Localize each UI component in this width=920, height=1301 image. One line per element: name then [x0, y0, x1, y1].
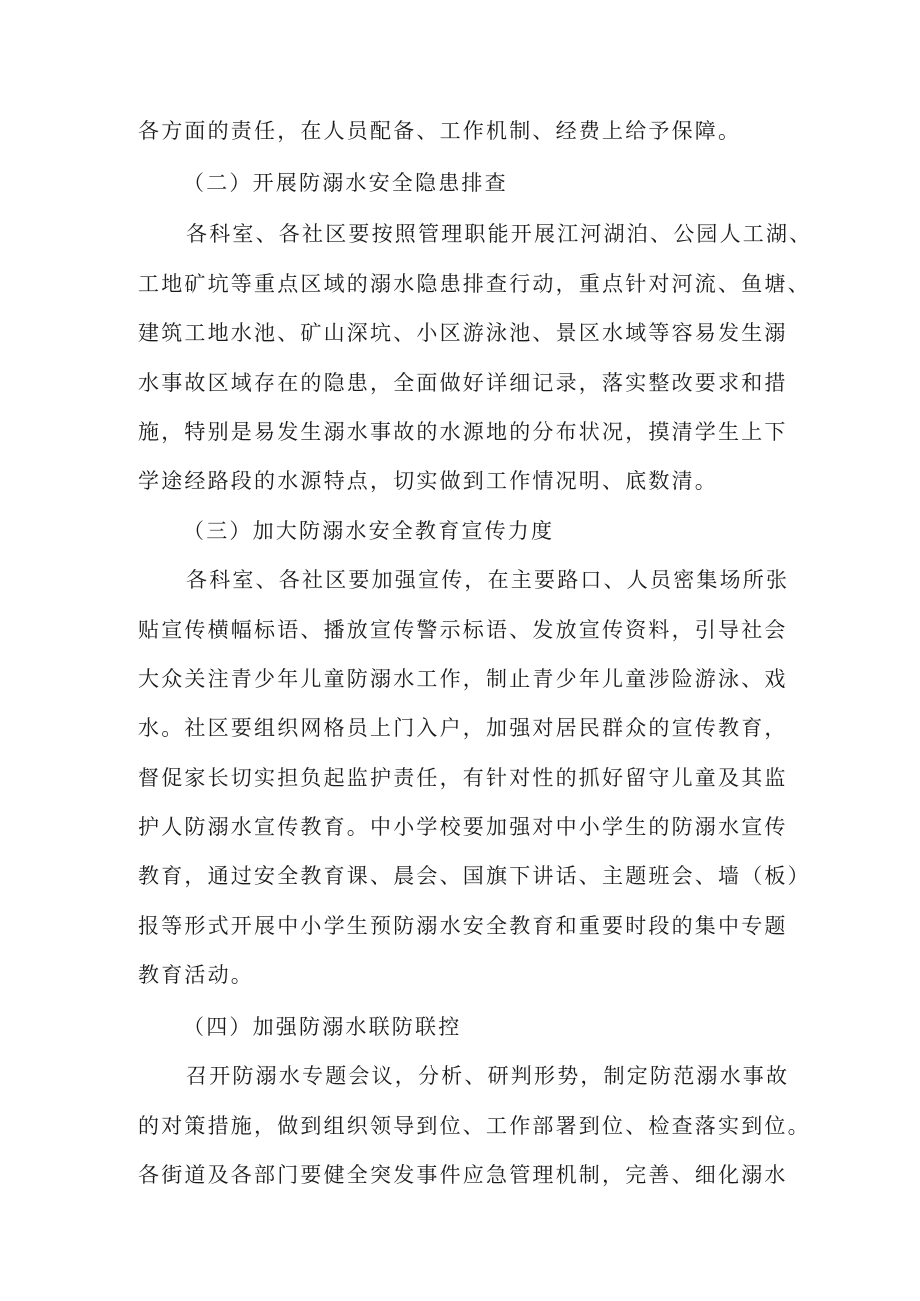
- body-line: 工地矿坑等重点区域的溺水隐患排查行动，重点针对河流、鱼塘、: [138, 272, 811, 296]
- paragraph-first-line: 召开防溺水专题会议，分析、研判形势，制定防范溺水事故: [186, 1064, 790, 1088]
- body-line: 报等形式开展中小学生预防溺水安全教育和重要时段的集中专题: [138, 914, 788, 938]
- body-line: 的对策措施，做到组织领导到位、工作部署到位、检查落实到位。: [138, 1114, 811, 1138]
- body-line: 学途经路段的水源特点，切实做到工作情况明、底数清。: [138, 469, 718, 493]
- body-line: 各方面的责任，在人员配备、工作机制、经费上给予保障。: [138, 119, 742, 143]
- body-line: 水。社区要组织网格员上门入户，加强对居民群众的宣传教育，: [138, 716, 788, 740]
- body-line: 贴宣传横幅标语、播放宣传警示标语、发放宣传资料，引导社会: [138, 618, 788, 642]
- section-heading-4: （四）加强防溺水联防联控: [183, 1015, 462, 1039]
- body-line: 大众关注青少年儿童防溺水工作，制止青少年儿童涉险游泳、戏: [138, 667, 788, 691]
- body-line: 教育，通过安全教育课、晨会、国旗下讲话、主题班会、墙（板）: [138, 864, 811, 888]
- section-heading-2: （二）开展防溺水安全隐患排查: [183, 171, 508, 195]
- body-line: 督促家长切实担负起监护责任，有针对性的抓好留守儿童及其监: [138, 766, 788, 790]
- body-line: 各街道及各部门要健全突发事件应急管理机制，完善、细化溺水: [138, 1163, 788, 1187]
- body-line: 施，特别是易发生溺水事故的水源地的分布状况，摸清学生上下: [138, 420, 788, 444]
- body-line: 教育活动。: [138, 963, 254, 987]
- paragraph-first-line: 各科室、各社区要加强宣传，在主要路口、人员密集场所张: [186, 568, 790, 592]
- body-line: 水事故区域存在的隐患，全面做好详细记录，落实整改要求和措: [138, 371, 788, 395]
- body-line: 建筑工地水池、矿山深坑、小区游泳池、景区水域等容易发生溺: [138, 321, 788, 345]
- section-heading-3: （三）加大防溺水安全教育宣传力度: [183, 519, 555, 543]
- body-line: 护人防溺水宣传教育。中小学校要加强对中小学生的防溺水宣传: [138, 815, 788, 839]
- paragraph-first-line: 各科室、各社区要按照管理职能开展江河湖泊、公园人工湖、: [186, 222, 813, 246]
